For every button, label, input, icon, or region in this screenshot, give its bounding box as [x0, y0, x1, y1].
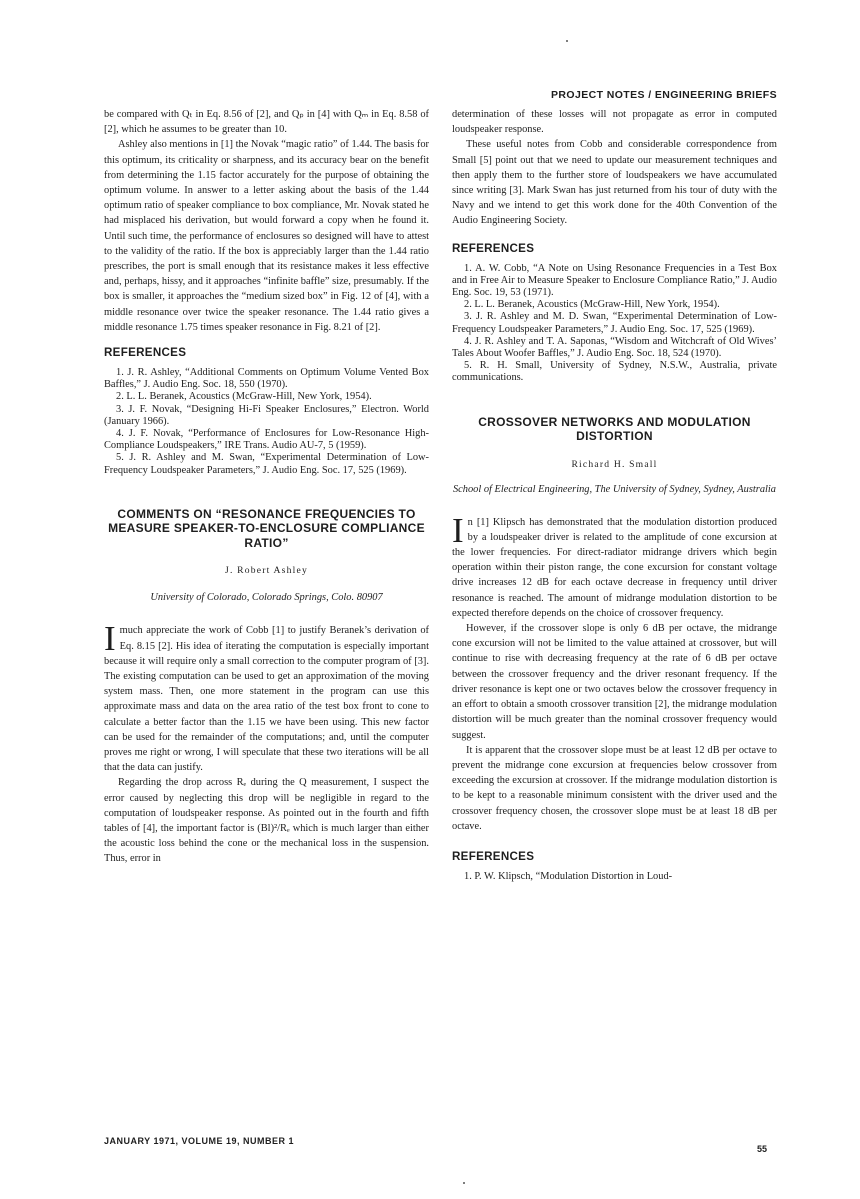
author-affiliation: School of Electrical Engineering, The University of Sydney, Sydney, Australia — [452, 483, 776, 495]
reference-item: 5. J. R. Ashley and M. Swan, “Experimental Determination of Low-Frequency Loudspeaker Parameters,” J. Audio Eng. Soc. 17, 525 (1969). — [104, 452, 429, 476]
article-title: CROSSOVER NETWORKS AND MODULATION DISTORTION — [478, 414, 751, 444]
paragraph: be compared with Qₜ in Eq. 8.56 of [2], and Qₚ in [4] with Qₘ in Eq. 8.58 of [2], which he assumes to be greater than 10. — [104, 109, 429, 136]
right-column — [452, 107, 777, 883]
reference-item: 1. A. W. Cobb, “A Note on Using Resonance Frequencies in a Test Box and in Free Air to Measure Speaker to Enclosure Compliance Ratio,” J. Audio Eng. Soc. 19, 53 (1971). — [452, 262, 777, 299]
article-title: COMMENTS ON “RESONANCE FREQUENCIES TO MEASURE SPEAKER-TO-ENCLOSURE COMPLIANCE RATIO” — [108, 506, 425, 550]
paragraph: However, if the crossover slope is only 6 dB per octave, the midrange cone excursion will not be limited to the value attained at crossover, but will continue to rise with decreasing frequency at the rate of 6 dB per octave between the crossover frequency and the driver resonant frequency. If the driver resonance is kept one or two octaves below the crossover frequency in an effort to obtain a smooth crossover transition [2], the midrange modulation distortion will be much greater than the nominal crossover frequency would suggest. — [452, 623, 777, 741]
reference-item: 3. J. F. Novak, “Designing Hi-Fi Speaker Enclosures,” Electron. World (January 1966). — [104, 403, 429, 427]
journal-footer: JANUARY 1971, VOLUME 19, NUMBER 1 — [104, 1136, 295, 1146]
reference-item: 4. J. F. Novak, “Performance of Enclosures for Low-Resonance High-Compliance Loudspeakers,” IRE Trans. Audio AU-7, 5 (1959). — [104, 428, 429, 452]
reference-list — [104, 367, 429, 477]
paragraph: determination of these losses will not propagate as error in computed loudspeaker response. — [452, 109, 777, 136]
reference-item: 1. P. W. Klipsch, “Modulation Distortion in Loud- — [464, 870, 673, 882]
references-heading: REFERENCES — [452, 241, 535, 255]
drop-cap: I — [104, 619, 116, 659]
reference-item: 3. J. R. Ashley and M. D. Swan, “Experimental Determination of Low-Frequency Loudspeaker Parameters,” J. Audio Eng. Soc. 17, 525 (1969). — [452, 311, 777, 335]
reference-item: 4. J. R. Ashley and T. A. Saponas, “Wisdom and Witchcraft of Old Wives’ Tales About Woofer Baffles,” J. Audio Eng. Soc. 18, 524 (1970). — [452, 335, 777, 360]
paragraph: Regarding the drop across Rₑ during the Q measurement, I suspect the error caused by neglecting this drop will be negligible in regard to the computation of loudspeaker response. As pointed out in the fourth and fifth tables of [4], the important factor is (Bl)²/Rₑ which is much larger than either the acoustic loss behind the cone or the mechanical loss in the suspension. Thus, error in — [104, 777, 429, 865]
article-body — [104, 619, 429, 866]
scan-speck — [463, 1182, 465, 1184]
references-heading: REFERENCES — [104, 346, 187, 360]
paragraph: n [1] Klipsch has demonstrated that the modulation distortion produced by a loudspeaker driver is related to the amplitude of cone excursion at the lower frequencies. For direct-radiator midrange drivers which begin operation within their piston range, the cone excursion for constant voltage drive increases 12 dB for each octave decrease in frequency until driver resonance is reached. The amount of midrange modulation distortion to be expected therefore depends on the choice of crossover frequency. — [452, 516, 777, 619]
left-column — [104, 107, 429, 867]
paragraph: much appreciate the work of Cobb [1] to justify Beranek’s derivation of Eq. 8.15 [2]. His idea of iterating the computation is especially important because it will require only a small correction to the computer program of [3]. The existing computation can be used to get an approximation of the moving system mass. Then, one more statement in the program can use this approximate mass and data on the area ratio of the test box front to cone to calculate a better factor than the 1.15 we have been using. This new factor can be used for the remainder of the computations; and, until the computer proves me right or wrong, I will speculate that these two iterations will be all that the data can justify. — [104, 625, 429, 774]
paragraph: It is apparent that the crossover slope must be at least 12 dB per octave to prevent the midrange cone excursion at frequencies below crossover from exceeding the excursion at crossover. If the midrange modulation distortion is to be kept to a reasonable minimum consistent with the driver used and the crossover frequency chosen, the crossover slope must be at least 18 dB per octave. — [452, 744, 777, 832]
references-heading: REFERENCES — [452, 849, 535, 863]
paragraph: Ashley also mentions in [1] the Novak “magic ratio” of 1.44. The basis for this optimum, its criticality or sharpness, and its accuracy bear on the benefit from determining the 1.15 factor accurately for the purpose of obtaining the optimum volume. In answer to a letter asking about the basis of the 1.44 optimum ratio of speaker compliance to box compliance, Mr. Novak stated he had misplaced his derivation, but would forward a copy when he found it. Until such time, the performance of enclosures so designed will have to attest to the validity of the ratio. If the box is appreciably larger than the 1.44 ratio prescribes, the port is small enough that its resistance makes it less effective and, perhaps, hissy, and it approaches “infinite baffle” size, presumably. If the box is smaller, it approaches the “medium sized box” in Fig. 12 of [4], with a middle resonance over twice the speaker resonance. The 1.44 ratio gives a middle resonance 1.75 times speaker resonance in Fig. 8.21 of [2]. — [104, 139, 429, 333]
reference-item: 2. L. L. Beranek, Acoustics (McGraw-Hill, New York, 1954). — [116, 391, 372, 403]
author-name: J. Robert Ashley — [225, 565, 308, 577]
running-header: PROJECT NOTES / ENGINEERING BRIEFS — [551, 89, 777, 101]
drop-cap: I — [452, 510, 464, 550]
paragraph: These useful notes from Cobb and considerable correspondence from Small [5] point out that we need to update our measurement techniques and then apply them to the further store of loudspeakers we have accumulated since writing [3]. Mark Swan has just returned from his tour of duty with the Navy and we intend to get this work done for the 40th Convention of the Audio Engineering Society. — [452, 139, 777, 227]
author-name: Richard H. Small — [571, 458, 658, 470]
scan-speck — [566, 40, 568, 42]
article-body — [452, 510, 777, 834]
reference-list — [452, 263, 777, 385]
page-number: 55 — [756, 1144, 767, 1154]
author-affiliation: University of Colorado, Colorado Springs, Colo. 80907 — [150, 592, 383, 604]
reference-item: 5. R. H. Small, University of Sydney, N.S.W., Australia, private communications. — [452, 360, 777, 384]
reference-list — [452, 871, 777, 883]
reference-item: 2. L. L. Beranek, Acoustics (McGraw-Hill, New York, 1954). — [464, 299, 720, 311]
reference-item: 1. J. R. Ashley, “Additional Comments on Optimum Volume Vented Box Baffles,” J. Audio Eng. Soc. 18, 550 (1970). — [104, 367, 429, 391]
